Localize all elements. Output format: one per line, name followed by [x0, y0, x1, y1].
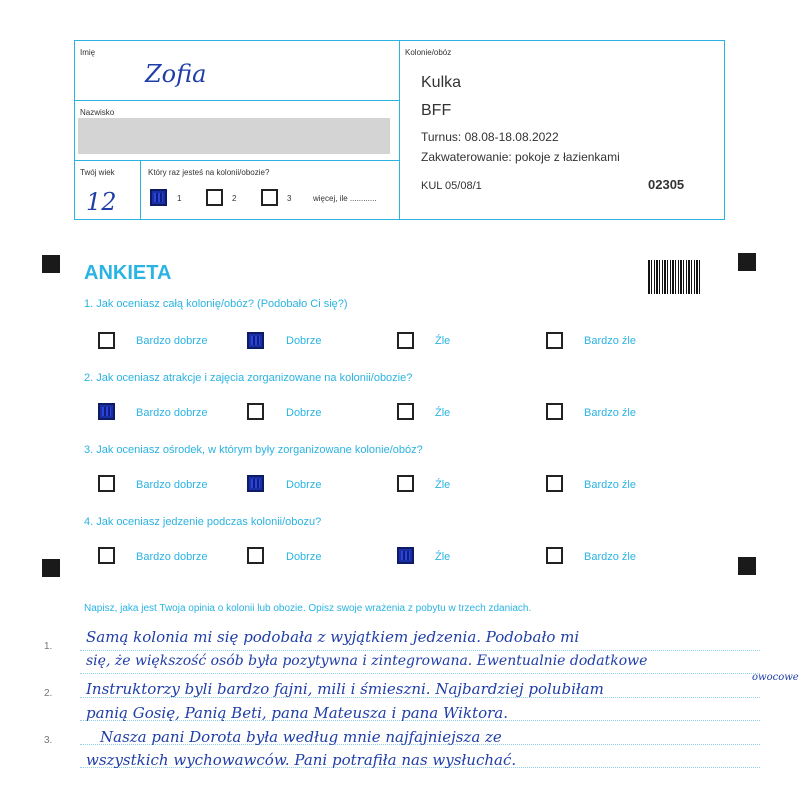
- opinion-prompt: Napisz, jaka jest Twoja opinia o kolonii lub obozie. Opisz swoje wrażenia z pobytu w trzech zdaniach.: [84, 603, 532, 614]
- q2-checkbox-dobrze[interactable]: [247, 403, 264, 420]
- times-option-2: 2: [232, 194, 237, 203]
- q3-checkbox-zle[interactable]: [397, 475, 414, 492]
- registration-marker-top-right: [738, 253, 756, 271]
- handwritten-line-1[interactable]: Samą kolonia mi się podobała z wyjątkiem jedzenia. Podobało mi: [86, 628, 580, 646]
- surname-redacted: [78, 118, 390, 154]
- header-divider-2: [74, 160, 399, 161]
- times-option-3: 3: [287, 194, 292, 203]
- lodging-text: Zakwaterowanie: pokoje z łazienkami: [421, 150, 620, 164]
- q1-label-zle: Źle: [435, 335, 451, 347]
- q3-label-dobrze: Dobrze: [286, 479, 322, 491]
- writing-line-2: [80, 673, 760, 674]
- handwritten-line-3[interactable]: Instruktorzy byli bardzo fajni, mili i śmieszni. Najbardziej polubiłam: [86, 680, 604, 698]
- times-label: Który raz jesteś na kolonii/obozie?: [148, 168, 270, 177]
- q3-checkbox-bardzo-zle[interactable]: [546, 475, 563, 492]
- q1-label-bardzo-zle: Bardzo źle: [584, 335, 636, 347]
- registration-marker-bottom-right: [738, 557, 756, 575]
- q3-label-zle: Źle: [435, 479, 451, 491]
- header-divider-vertical: [399, 40, 400, 220]
- registration-marker-bottom-left: [42, 559, 60, 577]
- q3-checkbox-bardzo-dobrze[interactable]: [98, 475, 115, 492]
- times-checkbox-1[interactable]: [150, 189, 167, 206]
- turnus-text: Turnus: 08.08-18.08.2022: [421, 130, 559, 144]
- surname-label: Nazwisko: [80, 108, 115, 117]
- age-value[interactable]: 12: [86, 188, 117, 216]
- times-option-1: 1: [177, 194, 182, 203]
- q1-checkbox-bardzo-dobrze[interactable]: [98, 332, 115, 349]
- q1-checkbox-zle[interactable]: [397, 332, 414, 349]
- q3-label-bardzo-dobrze: Bardzo dobrze: [136, 479, 208, 491]
- times-checkbox-3[interactable]: [261, 189, 278, 206]
- q1-label-bardzo-dobrze: Bardzo dobrze: [136, 335, 208, 347]
- q2-label-zle: Źle: [435, 407, 451, 419]
- code-text: KUL 05/08/1: [421, 180, 482, 192]
- line-number-1: 1.: [44, 641, 53, 652]
- q4-checkbox-bardzo-dobrze[interactable]: [98, 547, 115, 564]
- camp-label: Kolonie/obóz: [405, 48, 452, 57]
- camp-name: Kulka: [421, 74, 462, 91]
- name-label: Imię: [80, 48, 96, 57]
- handwritten-line-6[interactable]: wszystkich wychowawców. Pani potrafiła nas wysłuchać.: [86, 751, 517, 769]
- registration-marker-top-left: [42, 255, 60, 273]
- handwritten-line-5[interactable]: Nasza pani Dorota była według mnie najfajniejsza ze: [100, 728, 502, 746]
- q1-checkbox-bardzo-zle[interactable]: [546, 332, 563, 349]
- q1-checkbox-dobrze[interactable]: [247, 332, 264, 349]
- times-more-label: więcej, ile ............: [313, 194, 377, 203]
- q2-checkbox-bardzo-dobrze[interactable]: [98, 403, 115, 420]
- header-divider-1: [74, 100, 399, 101]
- q4-checkbox-dobrze[interactable]: [247, 547, 264, 564]
- question-2-text: 2. Jak oceniasz atrakcje i zajęcia zorganizowane na kolonii/obozie?: [84, 372, 413, 384]
- q3-checkbox-dobrze[interactable]: [247, 475, 264, 492]
- q2-label-bardzo-zle: Bardzo źle: [584, 407, 636, 419]
- q3-label-bardzo-zle: Bardzo źle: [584, 479, 636, 491]
- line-number-2: 2.: [44, 688, 53, 699]
- q4-checkbox-bardzo-zle[interactable]: [546, 547, 563, 564]
- handwritten-margin-note: owocowe: [752, 672, 799, 683]
- times-checkbox-2[interactable]: [206, 189, 223, 206]
- survey-title: ANKIETA: [84, 262, 172, 284]
- q1-label-dobrze: Dobrze: [286, 335, 322, 347]
- q4-label-bardzo-zle: Bardzo źle: [584, 551, 636, 563]
- age-label: Twój wiek: [80, 168, 115, 177]
- writing-line-1: [80, 650, 760, 651]
- form-number: 02305: [648, 177, 685, 192]
- camp-sub: BFF: [421, 102, 452, 119]
- barcode: [648, 260, 702, 294]
- q4-label-zle: Źle: [435, 551, 451, 563]
- q2-checkbox-zle[interactable]: [397, 403, 414, 420]
- header-divider-3: [140, 160, 141, 220]
- question-3-text: 3. Jak oceniasz ośrodek, w którym były zorganizowane kolonie/obóz?: [84, 444, 423, 456]
- line-number-3: 3.: [44, 735, 53, 746]
- handwritten-line-2[interactable]: się, że większość osób była pozytywna i zintegrowana. Ewentualnie dodatkowe: [86, 653, 648, 669]
- q4-checkbox-zle[interactable]: [397, 547, 414, 564]
- q2-label-bardzo-dobrze: Bardzo dobrze: [136, 407, 208, 419]
- name-value[interactable]: Zofia: [145, 60, 207, 88]
- q4-label-bardzo-dobrze: Bardzo dobrze: [136, 551, 208, 563]
- handwritten-line-4[interactable]: panią Gosię, Panią Beti, pana Mateusza i pana Wiktora.: [86, 704, 508, 722]
- question-4-text: 4. Jak oceniasz jedzenie podczas kolonii/obozu?: [84, 516, 322, 528]
- q2-checkbox-bardzo-zle[interactable]: [546, 403, 563, 420]
- q4-label-dobrze: Dobrze: [286, 551, 322, 563]
- q2-label-dobrze: Dobrze: [286, 407, 322, 419]
- question-1-text: 1. Jak oceniasz całą kolonię/obóz? (Podobało Ci się?): [84, 298, 348, 310]
